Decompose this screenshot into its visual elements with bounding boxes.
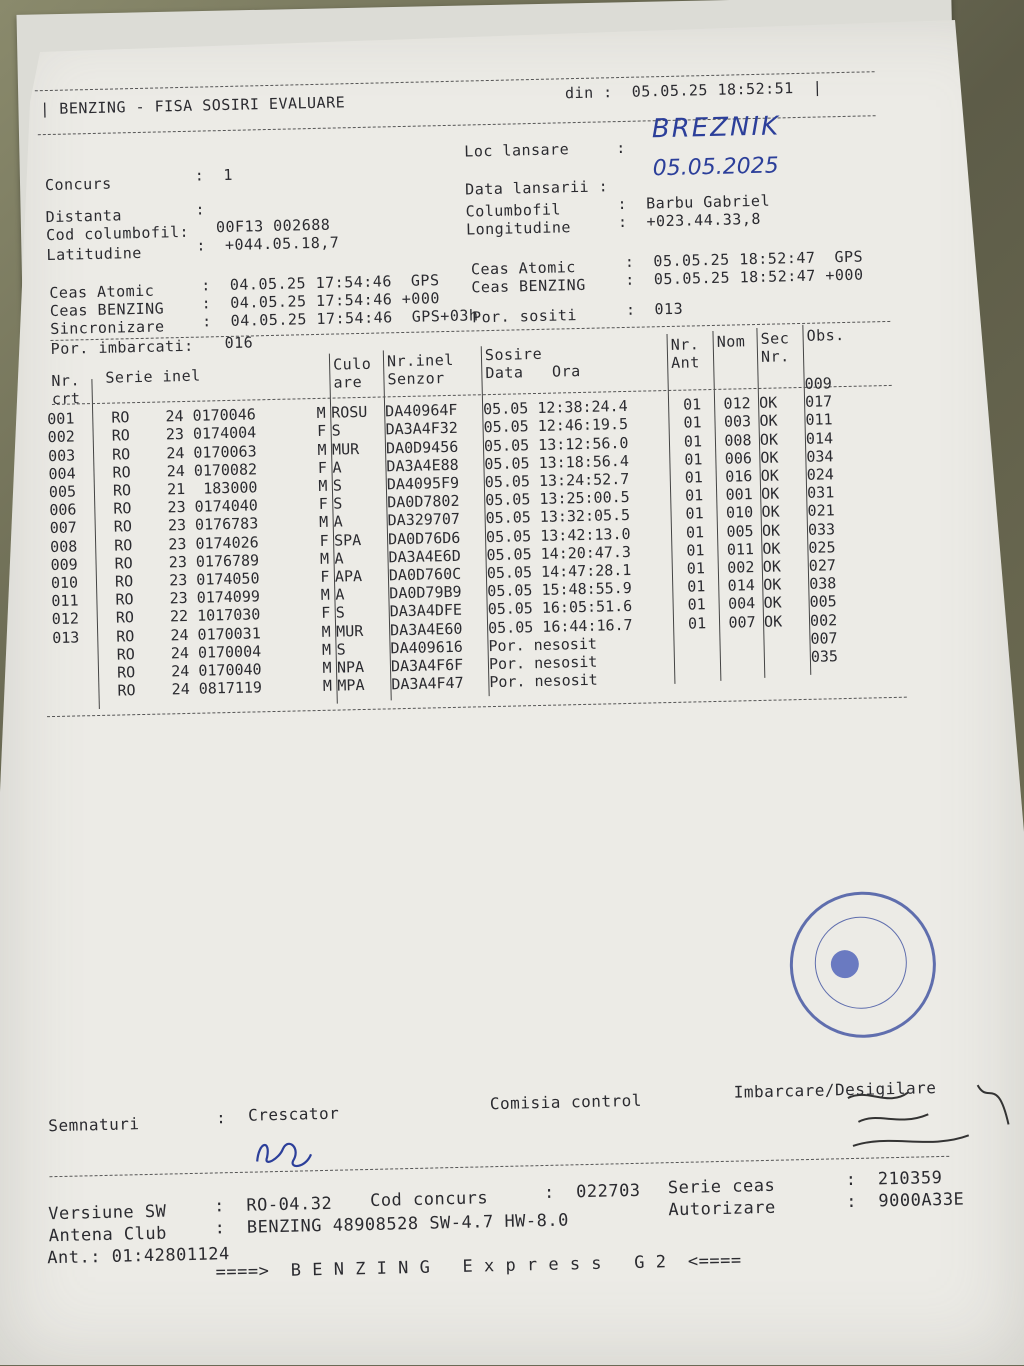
cell-ant: 01 — [687, 613, 707, 633]
cell-ant: 01 — [684, 468, 704, 487]
cell-ant — [675, 650, 721, 669]
cell-sec: OK — [763, 612, 783, 631]
cell-serie: RO 23 0174026 — [95, 532, 259, 555]
ceas-benzing-start-label: Ceas BENZING — [49, 299, 165, 320]
din-label: din : — [564, 83, 613, 103]
cell-serie: RO 23 0176789 — [96, 551, 260, 573]
cell-senzor: DA40964F — [384, 400, 458, 421]
cell-nr — [47, 391, 93, 410]
document-title: BENZING - FISA SOSIRI EVALUARE — [59, 93, 346, 118]
cell-nom: 012 — [723, 394, 751, 413]
cell-ant — [669, 377, 715, 396]
cell-nom: 014 — [727, 576, 755, 595]
cell-ant: 01 — [687, 577, 706, 596]
cell-sec: OK — [762, 557, 782, 576]
cell-nr: 013 — [52, 628, 80, 647]
cell-sec — [764, 630, 810, 649]
cell-ant: 01 — [685, 522, 705, 542]
arrivals-table — [47, 374, 862, 702]
ceas-atomic-end-label: Ceas Atomic — [470, 258, 577, 279]
cell-serie: RO 23 0174050 — [96, 569, 260, 592]
sincronizare-value: : 04.05.25 17:54:46 GPS+03h — [201, 306, 479, 331]
cell-senzor: DA329707 — [387, 510, 461, 530]
cell-sex: F — [321, 604, 331, 623]
club-stamp — [788, 890, 937, 1039]
cell-senzor: DA3A4E6D — [388, 546, 461, 567]
latitudine-label: Latitudine — [46, 243, 143, 265]
header-date: din : 05.05.25 18:52:51 | — [564, 78, 823, 103]
col-obs: Obs. — [806, 325, 845, 345]
cell-culo: A — [334, 549, 344, 568]
cell-sec: OK — [761, 502, 780, 522]
col-nrinel: Nr.inel — [386, 350, 454, 371]
cell-ant: 01 — [683, 431, 703, 451]
cell-sec — [765, 648, 811, 667]
divider-footer — [49, 1156, 949, 1177]
cell-ant: 01 — [683, 413, 702, 433]
comisia-control-label: Comisia control — [489, 1090, 643, 1114]
cell-sex — [311, 386, 331, 405]
cell-culo: MUR — [331, 439, 360, 459]
cell-nom: 016 — [725, 467, 753, 486]
imbarcati-label: Por. imbarcati: — [50, 336, 194, 358]
ceas-atomic-start-label: Ceas Atomic — [49, 281, 155, 303]
ceas-atomic-end-value: : 05.05.25 18:52:47 GPS — [624, 247, 864, 271]
distanta-label: Distanta — [45, 206, 123, 227]
col-culo: Culo — [332, 354, 372, 374]
cell-serie: RO 23 0174040 — [95, 496, 259, 519]
imbarcati-value: 016 — [224, 333, 254, 353]
stamp-ring — [814, 916, 908, 1010]
cell-serie: RO 24 0170040 — [98, 660, 262, 683]
cell-ant: 01 — [687, 595, 706, 615]
cell-serie: RO 23 0174099 — [97, 587, 261, 610]
cell-sex: F — [318, 494, 328, 514]
cell-nom: 001 — [725, 485, 753, 504]
col-nom: Nom — [716, 332, 746, 351]
semnaturi-sep: : — [215, 1108, 227, 1128]
cell-senzor: DA4095F9 — [386, 473, 460, 494]
cell-sex: M — [317, 440, 327, 459]
cell-nom: 011 — [726, 539, 755, 559]
cell-culo: S — [331, 421, 341, 441]
cell-sec: OK — [759, 430, 779, 449]
col-nr-ant: Nr. — [670, 335, 700, 354]
ceas-atomic-start-value: : 04.05.25 17:54:46 GPS — [201, 271, 440, 295]
cell-sex: M — [322, 676, 333, 696]
cell-senzor: DA3A4F47 — [391, 673, 464, 694]
col-sec: Sec — [760, 329, 790, 348]
cell-sosire: 05.05 14:20:47.3 — [486, 542, 632, 564]
cell-sosire: Por. nesosit — [488, 634, 598, 655]
cell-senzor: DA3A4E88 — [386, 455, 459, 476]
cell-sec: OK — [763, 593, 782, 613]
cell-sex: M — [320, 585, 331, 605]
latitudine-value: : +044.05.18,7 — [196, 233, 340, 255]
cell-nr: 011 — [51, 591, 79, 611]
cell-serie: RO 24 0170063 — [93, 441, 257, 464]
col-sec-nr: Nr. — [760, 347, 790, 366]
cell-nom — [720, 631, 764, 650]
cell-sosire: 05.05 14:47:28.1 — [486, 560, 632, 583]
cell-nom: 006 — [724, 448, 753, 468]
concurs-value: : 1 — [194, 165, 234, 185]
cell-obs: 031 — [806, 483, 835, 503]
sositi-value: : 013 — [625, 299, 684, 319]
cell-sec: OK — [762, 539, 781, 558]
col-nr: Nr. — [51, 371, 81, 390]
serie-ceas-value: : 210359 — [845, 1167, 943, 1191]
cell-obs: 007 — [810, 629, 838, 648]
cell-culo: S — [336, 640, 346, 659]
cell-sex: M — [321, 622, 331, 641]
cell-nr: 007 — [49, 518, 78, 538]
imbarcare-desigilare-label: Imbarcare/Desigilare — [733, 1078, 937, 1102]
cell-nom — [721, 667, 765, 686]
cell-sex: F — [320, 567, 330, 586]
cell-obs: 027 — [808, 556, 837, 575]
serie-ceas-label: Serie ceas — [667, 1175, 776, 1199]
cell-sec: OK — [759, 411, 778, 431]
cell-nr: 002 — [47, 427, 75, 447]
benzing-brand-line: ====> B E N Z I N G E x p r e s s G 2 <==== — [215, 1250, 742, 1283]
cell-serie: RO 24 0170082 — [94, 460, 258, 482]
col-crt: crt — [51, 389, 81, 408]
cell-serie: RO 24 0817119 — [99, 678, 263, 701]
cell-serie: RO 23 0176783 — [95, 514, 259, 537]
cell-sec — [765, 666, 811, 685]
cell-senzor: DA0D760C — [388, 564, 462, 585]
cell-nom: 007 — [728, 612, 756, 632]
loc-handwritten: BREZNIK — [651, 111, 781, 145]
cell-ant: 01 — [686, 541, 705, 560]
crescator-label: Crescator — [247, 1103, 340, 1125]
longitudine-value: : +023.44.33,8 — [617, 209, 762, 232]
cell-nom: 008 — [724, 430, 752, 450]
columbofil-label: Columbofil — [465, 200, 562, 221]
cell-sec: OK — [761, 521, 781, 540]
sincronizare-label: Sincronizare — [50, 317, 165, 338]
cell-sosire: Por. nesosit — [489, 670, 598, 692]
cell-sosire: 05.05 16:44:16.7 — [487, 615, 633, 637]
cell-culo: NPA — [336, 658, 365, 677]
cell-sex: M — [321, 640, 332, 659]
cell-culo: MPA — [337, 676, 365, 695]
longitudine-label: Longitudine — [465, 218, 572, 239]
col-data-ora: Data Ora — [485, 361, 581, 383]
data-lansarii-handwritten: 05.05.2025 — [652, 153, 779, 182]
cell-nom: 005 — [726, 521, 754, 541]
cell-senzor: DA409616 — [390, 637, 464, 658]
cell-nr: 008 — [49, 537, 78, 556]
cell-nom: 002 — [727, 558, 755, 577]
cell-sec: OK — [758, 393, 778, 413]
cell-nr — [52, 646, 98, 665]
cell-sosire: 05.05 13:25:00.5 — [485, 488, 630, 510]
cell-sosire: 05.05 15:48:55.9 — [487, 579, 632, 601]
concurs-label: Concurs — [44, 174, 112, 195]
cell-sex: F — [319, 531, 329, 550]
cell-sosire: 05.05 13:32:05.5 — [485, 506, 631, 528]
loc-label: Loc lansare — [464, 140, 570, 161]
cell-culo: S — [333, 494, 343, 513]
cell-culo: MUR — [335, 621, 364, 641]
autorizare-label: Autorizare — [668, 1197, 776, 1221]
cell-obs — [811, 665, 861, 684]
cell-obs: 009 — [804, 374, 832, 393]
cell-serie: RO 21 183000 — [94, 478, 258, 501]
col-senzor: Senzor — [387, 369, 445, 389]
cell-ant: 01 — [682, 395, 702, 414]
cell-senzor: DA3A4E60 — [389, 619, 463, 640]
cell-culo: ROSU — [331, 403, 368, 422]
cod-concurs-label: Cod concurs — [369, 1188, 489, 1211]
cell-sex: M — [322, 658, 332, 677]
cell-serie: RO 24 0170031 — [98, 623, 261, 646]
cell-serie: RO 24 0170046 — [93, 405, 256, 428]
cell-senzor: DA3A4DFE — [389, 601, 463, 621]
cell-nr — [53, 664, 99, 683]
cell-culo: APA — [334, 567, 363, 586]
cell-ant: 01 — [686, 559, 706, 578]
cell-nr: 006 — [49, 500, 77, 520]
cell-senzor: DA3A4F32 — [385, 419, 459, 439]
cell-sosire: Por. nesosit — [488, 652, 598, 674]
cell-culo: S — [332, 476, 343, 495]
ceas-benzing-end-label: Ceas BENZING — [471, 275, 586, 297]
cell-sosire: 05.05 13:12:56.0 — [483, 433, 629, 455]
cell-obs: 014 — [805, 428, 834, 448]
cell-obs: 017 — [804, 392, 833, 412]
cell-nr: 009 — [50, 555, 78, 574]
cell-culo: A — [333, 512, 343, 532]
cell-senzor — [385, 382, 483, 402]
cell-sosire: 05.05 13:18:56.4 — [484, 451, 630, 473]
cell-nr: 010 — [50, 573, 79, 593]
cell-sosire: 05.05 13:24:52.7 — [484, 469, 630, 492]
columbofil-value: : Barbu Gabriel — [617, 191, 771, 214]
cell-ant — [674, 632, 720, 651]
cell-nr: 012 — [51, 609, 80, 629]
cell-ant: 01 — [685, 504, 704, 524]
cell-sex: F — [316, 422, 327, 441]
ceas-benzing-start-value: : 04.05.25 17:54:46 +000 — [201, 289, 441, 313]
cell-nr: 003 — [47, 446, 76, 465]
cell-culo — [331, 384, 385, 403]
cell-obs: 024 — [806, 465, 835, 484]
cell-nr: 001 — [47, 409, 75, 429]
cell-ant — [675, 668, 721, 687]
cell-sec — [758, 375, 804, 394]
cell-sec: OK — [760, 448, 779, 467]
cell-obs: 011 — [805, 410, 833, 430]
cell-sex: M — [318, 513, 329, 532]
cell-culo: A — [332, 458, 342, 477]
distanta-sep: : — [195, 200, 206, 219]
versiune-label: Versiune SW — [48, 1201, 167, 1225]
cell-sosire: 05.05 13:42:13.0 — [485, 524, 631, 546]
col-serie: Serie inel — [105, 366, 201, 387]
cell-nr: 005 — [48, 482, 77, 502]
col-sosire: Sosire — [484, 344, 543, 365]
cell-nom: 004 — [727, 594, 756, 614]
cod-columbofil-value: 00F13 002688 — [215, 215, 331, 237]
din-value: 05.05.25 18:52:51 — [631, 79, 794, 101]
cell-obs: 038 — [809, 574, 837, 594]
antena-value: : BENZING 48908528 SW-4.7 HW-8.0 — [214, 1210, 570, 1239]
cell-obs: 034 — [806, 447, 834, 466]
cod-columbofil-label: Cod columbofil: — [45, 222, 190, 245]
cell-serie: RO 24 0170004 — [98, 642, 262, 664]
cell-senzor: DA0D9456 — [385, 437, 459, 458]
cell-obs: 035 — [810, 647, 839, 666]
cell-obs: 002 — [809, 610, 838, 630]
divider-table-bottom — [47, 697, 907, 718]
cell-nom: 010 — [725, 503, 754, 523]
cell-serie: RO 22 1017030 — [97, 605, 261, 628]
header-bar: | BENZING - FISA SOSIRI EVALUARE — [40, 93, 346, 119]
cell-obs: 021 — [807, 501, 835, 521]
cell-senzor: DA0D7802 — [387, 491, 460, 512]
cell-senzor: DA0D79B9 — [389, 582, 462, 603]
cell-nom — [721, 649, 765, 668]
cell-senzor: DA3A4F6F — [390, 655, 464, 676]
autorizare-value: : 9000A33E — [846, 1189, 965, 1213]
ant-line: Ant.: 01:42801124 — [47, 1244, 230, 1269]
sositi-label: Por. sositi — [471, 306, 578, 327]
cell-sosire: 05.05 12:38:24.4 — [482, 397, 628, 419]
cell-serie: RO 23 0174004 — [93, 423, 257, 446]
cell-nom — [714, 376, 758, 395]
cell-nr — [53, 682, 99, 701]
cell-obs: 025 — [808, 538, 836, 557]
cell-sex: M — [318, 476, 328, 495]
cell-nr: 004 — [48, 464, 76, 483]
semnaturi-label: Semnaturi — [48, 1114, 140, 1136]
cell-ant: 01 — [684, 450, 703, 469]
cell-culo: SPA — [333, 530, 362, 550]
control-signature — [837, 1064, 1019, 1158]
versiune-value: : RO-04.32 — [213, 1193, 333, 1217]
col-are: are — [333, 372, 363, 392]
antena-label: Antena Club — [48, 1223, 168, 1247]
cell-culo: A — [335, 585, 345, 604]
cell-ant: 01 — [684, 486, 704, 505]
col-ant: Ant — [670, 353, 700, 372]
cell-obs: 033 — [807, 519, 836, 539]
cell-senzor: DA0D76D6 — [387, 528, 461, 549]
cell-sec: OK — [760, 466, 780, 485]
data-lansarii-label: Data lansarii : — [464, 177, 609, 199]
cell-nom: 003 — [723, 412, 752, 432]
cell-culo: S — [335, 603, 345, 623]
cell-sosire: 05.05 12:46:19.5 — [483, 415, 629, 437]
cell-obs: 005 — [809, 592, 837, 612]
cell-sex: M — [316, 403, 326, 423]
cell-sex: M — [319, 549, 330, 568]
cell-sex: F — [317, 458, 328, 477]
cod-concurs-value: : 022703 — [543, 1180, 641, 1204]
cell-sosire: 05.05 16:05:51.6 — [487, 597, 633, 619]
cell-sec: OK — [760, 484, 780, 504]
loc-sep: : — [616, 138, 627, 158]
cell-sec: OK — [763, 575, 782, 595]
ceas-benzing-end-value: : 05.05.25 18:52:47 +000 — [625, 265, 864, 289]
